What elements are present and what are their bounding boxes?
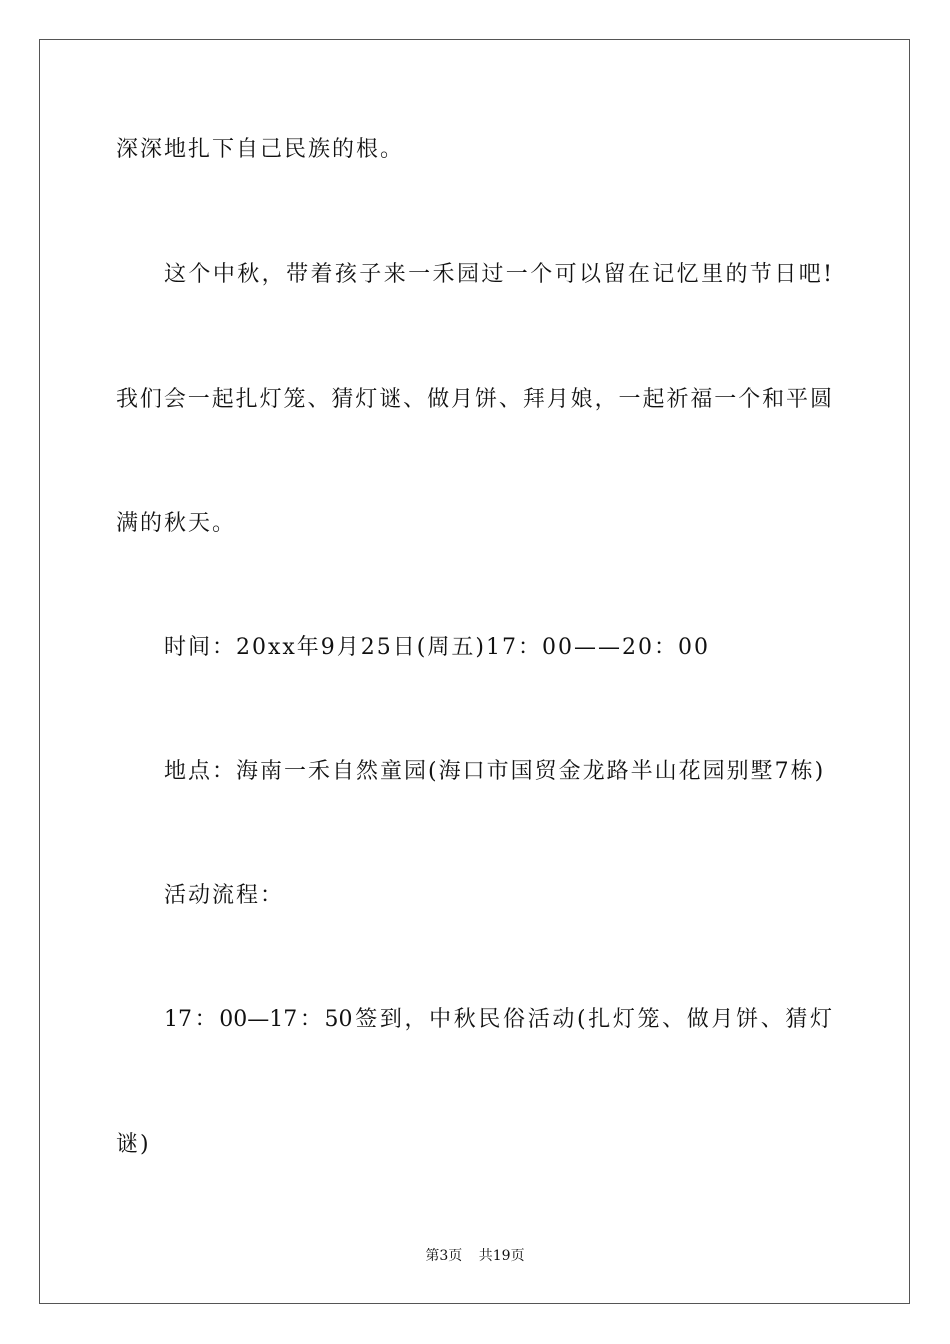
schedule-item-1-cont: 谜) [116,1132,151,1157]
time-line: 时间：20xx年9月25日(周五)17：00——20：00 [164,635,710,660]
location-line: 地点：海南一禾自然童园(海口市国贸金龙路半山花园别墅7栋) [164,759,826,784]
page-number-total: 共19页 [478,1248,525,1264]
text-line-2: 这个中秋，带着孩子来一禾园过一个可以留在记忆里的节日吧! [164,262,832,287]
page-footer [0,1246,950,1266]
page-border [39,39,910,1304]
text-line-3: 我们会一起扎灯笼、猜灯谜、做月饼、拜月娘，一起祈福一个和平圆 [116,387,832,412]
text-line-4: 满的秋天。 [116,511,237,536]
schedule-item-1: 17：00—17：50签到，中秋民俗活动(扎灯笼、做月饼、猜灯 [164,1007,832,1032]
page-number-current: 第3页 [425,1248,463,1264]
text-line-1: 深深地扎下自己民族的根。 [116,137,405,162]
schedule-heading: 活动流程： [164,883,285,908]
